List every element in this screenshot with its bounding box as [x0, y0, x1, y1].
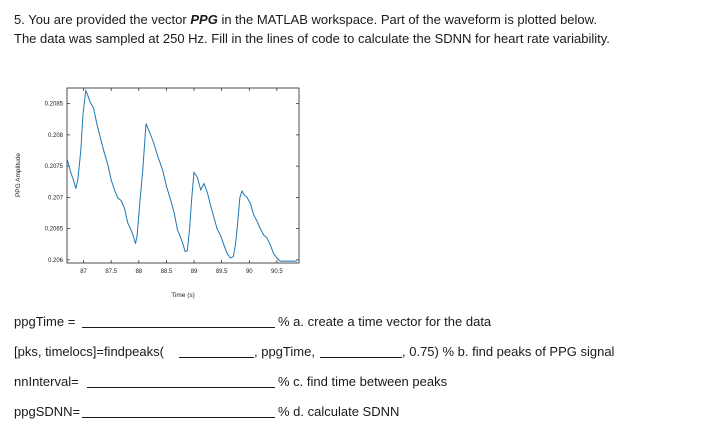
answer-blank-c[interactable] [87, 387, 275, 388]
question-line-1: 5. You are provided the vector PPG in the MATLAB workspace. Part of the waveform is plotted below. [14, 12, 597, 27]
plot-axes-box [67, 88, 299, 263]
x-tick-label: 88 [135, 269, 143, 275]
ppg-plot [0, 82, 320, 302]
x-tick-label: 87 [80, 269, 87, 275]
y-axis-label: PPG Amplitude [15, 152, 22, 198]
question-text [14, 10, 704, 48]
x-tick-label: 87.5 [105, 269, 118, 275]
answer-blank-a[interactable] [82, 327, 275, 328]
question-line-2: The data was sampled at 250 Hz. Fill in the lines of code to calculate the SDNN for heart rate variability. [14, 31, 610, 46]
y-tick-label: 0.207 [47, 195, 63, 202]
y-tick-label: 0.2065 [44, 226, 63, 233]
answer-blank-d[interactable] [82, 417, 275, 418]
y-tick-label: 0.206 [47, 257, 63, 264]
y-tick-label: 0.2085 [44, 101, 63, 108]
answer-blank-b2[interactable] [320, 357, 402, 358]
y-tick-label: 0.2075 [44, 164, 63, 171]
x-tick-label: 88.5 [160, 269, 173, 275]
y-tick-label: 0.208 [47, 132, 63, 139]
x-tick-label: 89 [190, 269, 198, 275]
x-tick-label: 89.5 [215, 269, 228, 275]
x-tick-label: 90.5 [271, 269, 283, 275]
answer-blank-b1[interactable] [179, 357, 254, 358]
x-axis-label: Time (s) [171, 292, 195, 299]
ppg-variable: PPG [190, 12, 218, 27]
x-tick-label: 90 [245, 269, 253, 275]
